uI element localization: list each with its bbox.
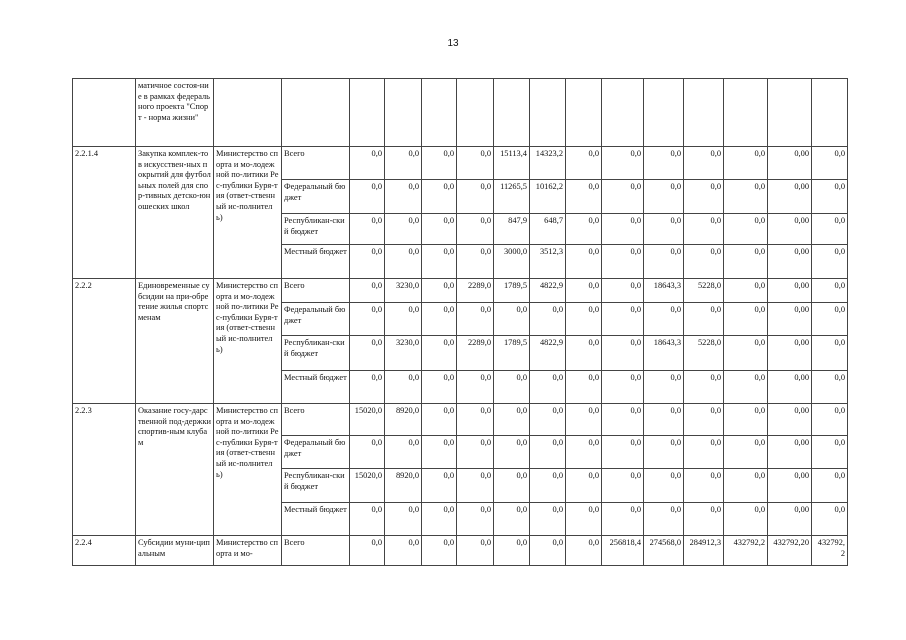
amount-cell: 11265,5 [494,180,530,214]
amount-cell: 0,0 [350,214,385,245]
amount-cell: 0,0 [684,404,724,436]
amount-cell: 0,0 [494,436,530,469]
amount-cell: 0,0 [724,279,768,303]
amount-cell: 0,00 [768,404,812,436]
item-code-cell: 2.2.2 [73,279,136,404]
amount-cell: 0,0 [530,469,566,503]
amount-cell: 0,0 [457,469,494,503]
amount-cell: 847,9 [494,214,530,245]
amount-cell: 0,0 [812,436,848,469]
amount-cell: 0,0 [724,245,768,279]
amount-cell: 648,7 [530,214,566,245]
executor-cell: Министерство спорта и мо-лодежной по-литики Рес-публики Буря-тия (ответ-ственный ис-полнитель) [214,279,282,404]
amount-cell: 15113,4 [494,147,530,180]
amount-cell: 0,0 [566,214,602,245]
amount-cell: 0,0 [644,404,684,436]
amount-cell: 0,0 [684,303,724,336]
amount-cell: 0,00 [768,503,812,536]
amount-cell: 0,0 [422,214,457,245]
amount-cell: 0,0 [566,404,602,436]
amount-cell: 0,0 [566,371,602,404]
amount-cell: 3230,0 [385,336,422,371]
activity-name-cell: Закупка комплек-тов искусствен-ных покрытий для футбольных полей для спор-тивных детско-юношеских школ [136,147,214,279]
continuation-row [73,79,848,147]
amount-cell: 0,0 [684,436,724,469]
amount-cell: 0,0 [684,147,724,180]
amount-cell: 0,0 [602,436,644,469]
amount-cell: 5228,0 [684,336,724,371]
amount-cell: 0,0 [350,536,385,566]
amount-cell: 0,0 [530,536,566,566]
executor-cell [214,79,282,147]
executor-cell: Министерство спорта и мо-лодежной по-литики Рес-публики Буря-тия (ответ-ственный ис-полнитель) [214,147,282,279]
amount-cell: 18643,3 [644,336,684,371]
amount-cell: 0,0 [566,469,602,503]
funding-source-cell: Республикан-ский бюджет [282,214,350,245]
funding-source-cell: Всего [282,147,350,180]
amount-cell: 0,0 [530,371,566,404]
amount-cell: 3512,3 [530,245,566,279]
amount-cell: 0,0 [812,503,848,536]
funding-source-cell: Республикан-ский бюджет [282,336,350,371]
activity-name-cell: Субсидии муни-ципальным [136,536,214,566]
amount-cell: 0,0 [385,180,422,214]
amount-cell: 0,0 [684,371,724,404]
amount-cell: 0,0 [494,404,530,436]
amount-cell: 0,0 [812,245,848,279]
amount-cell: 0,0 [724,214,768,245]
amount-cell: 1789,5 [494,336,530,371]
amount-cell: 0,0 [566,536,602,566]
amount-cell: 0,0 [457,536,494,566]
amount-cell: 432792,20 [768,536,812,566]
amount-cell: 0,0 [602,245,644,279]
amount-cell: 0,0 [494,469,530,503]
amount-cell: 0,0 [684,214,724,245]
amount-cell: 0,0 [385,147,422,180]
amount-cell: 0,0 [350,279,385,303]
amount-cell: 0,0 [644,245,684,279]
amount-cell: 0,0 [566,180,602,214]
amount-cell: 0,0 [724,436,768,469]
amount-cell: 0,0 [566,336,602,371]
amount-cell: 0,0 [602,214,644,245]
amount-cell: 0,0 [494,303,530,336]
funding-source-cell: Федеральный бюджет [282,180,350,214]
amount-cell: 432792,2 [812,536,848,566]
amount-cell: 0,0 [530,436,566,469]
amount-cell: 0,0 [812,180,848,214]
amount-cell: 0,0 [602,303,644,336]
amount-cell: 0,00 [768,436,812,469]
code-cell [73,79,136,147]
amount-cell: 0,0 [422,469,457,503]
amount-cell: 0,0 [385,303,422,336]
budget-table [72,78,848,566]
item-code-cell: 2.2.1.4 [73,147,136,279]
amount-cell: 0,0 [812,336,848,371]
amount-cell: 0,0 [724,404,768,436]
amount-cell: 0,0 [724,336,768,371]
funding-source-cell: Местный бюджет [282,371,350,404]
amount-cell: 0,0 [812,404,848,436]
amount-cell: 15020,0 [350,469,385,503]
amount-cell: 0,0 [457,303,494,336]
amount-cell: 0,0 [494,371,530,404]
funding-source-cell: Местный бюджет [282,503,350,536]
amount-cell: 3000,0 [494,245,530,279]
amount-cell: 10162,2 [530,180,566,214]
amount-cell: 0,0 [566,503,602,536]
amount-cell: 0,00 [768,214,812,245]
amount-cell: 0,0 [812,469,848,503]
amount-cell: 0,0 [530,503,566,536]
amount-cell: 0,0 [566,245,602,279]
table-row [73,279,848,303]
amount-cell: 0,0 [422,436,457,469]
amount-cell: 0,0 [422,503,457,536]
amount-cell: 0,0 [350,503,385,536]
amount-cell: 284912,3 [684,536,724,566]
funding-source-cell: Всего [282,279,350,303]
amount-cell: 2289,0 [457,336,494,371]
activity-name-cell: матичное состоя-ние в рамках федерального проекта "Спорт - норма жизни" [136,79,214,147]
amount-cell: 0,0 [644,303,684,336]
amount-cell: 0,0 [644,469,684,503]
funding-source-cell: Федеральный бюджет [282,436,350,469]
amount-cell: 0,0 [350,303,385,336]
amount-cell: 0,0 [602,469,644,503]
amount-cell: 0,0 [350,436,385,469]
amount-cell: 0,0 [385,371,422,404]
amount-cell: 8920,0 [385,404,422,436]
amount-cell: 0,0 [602,279,644,303]
amount-cell: 0,0 [724,371,768,404]
amount-cell: 5228,0 [684,279,724,303]
amount-cell: 0,0 [566,147,602,180]
amount-cell: 0,0 [457,214,494,245]
amount-cell: 0,0 [812,279,848,303]
table-row [73,147,848,180]
amount-cell: 0,0 [457,147,494,180]
activity-name-cell: Единовременные субсидии на при-обретение жилья спортсменам [136,279,214,404]
amount-cell: 0,0 [684,245,724,279]
funding-source-cell: Местный бюджет [282,245,350,279]
amount-cell: 0,0 [566,436,602,469]
amount-cell: 0,0 [422,404,457,436]
amount-cell: 0,0 [724,303,768,336]
source-cell [282,79,350,147]
amount-cell: 0,0 [422,303,457,336]
amount-cell: 0,0 [684,503,724,536]
amount-cell: 0,0 [684,180,724,214]
funding-source-cell: Всего [282,536,350,566]
funding-source-cell: Федеральный бюджет [282,303,350,336]
amount-cell: 0,0 [812,214,848,245]
amount-cell: 0,0 [385,214,422,245]
amount-cell: 0,00 [768,147,812,180]
amount-cell: 0,0 [724,180,768,214]
amount-cell: 0,0 [494,536,530,566]
amount-cell: 0,0 [602,147,644,180]
amount-cell: 0,0 [422,536,457,566]
amount-cell: 0,0 [566,303,602,336]
amount-cell: 0,0 [644,147,684,180]
amount-cell: 0,0 [350,180,385,214]
amount-cell: 0,0 [494,503,530,536]
amount-cell: 18643,3 [644,279,684,303]
amount-cell: 0,0 [530,303,566,336]
amount-cell: 0,0 [644,180,684,214]
amount-cell: 0,0 [530,404,566,436]
amount-cell: 0,0 [457,404,494,436]
amount-cell: 0,0 [422,336,457,371]
amount-cell: 0,0 [602,371,644,404]
amount-cell: 0,0 [724,503,768,536]
item-code-cell: 2.2.3 [73,404,136,536]
amount-cell: 0,0 [812,303,848,336]
amount-cell: 0,0 [350,147,385,180]
activity-name-cell: Оказание госу-дарственной под-держки спортив-ным клубам [136,404,214,536]
amount-cell: 1789,5 [494,279,530,303]
amount-cell: 0,0 [812,371,848,404]
page-number: 13 [447,38,459,49]
item-code-cell: 2.2.4 [73,536,136,566]
amount-cell: 0,0 [566,279,602,303]
amount-cell: 0,0 [422,279,457,303]
amount-cell: 0,0 [350,371,385,404]
amount-cell: 0,0 [350,245,385,279]
amount-cell: 0,0 [422,180,457,214]
amount-cell: 0,0 [422,371,457,404]
amount-cell: 0,0 [457,436,494,469]
amount-cell: 0,0 [812,147,848,180]
amount-cell: 0,00 [768,371,812,404]
amount-cell: 0,00 [768,469,812,503]
amount-cell: 4822,9 [530,336,566,371]
amount-cell: 0,00 [768,279,812,303]
amount-cell: 0,0 [457,503,494,536]
amount-cell: 0,0 [385,503,422,536]
amount-cell: 432792,2 [724,536,768,566]
table-row [73,536,848,566]
amount-cell: 0,0 [385,536,422,566]
amount-cell: 0,0 [602,180,644,214]
amount-cell: 256818,4 [602,536,644,566]
amount-cell: 0,00 [768,336,812,371]
amount-cell: 0,0 [644,503,684,536]
amount-cell: 2289,0 [457,279,494,303]
amount-cell: 0,0 [644,436,684,469]
amount-cell: 0,0 [422,245,457,279]
amount-cell: 0,0 [350,336,385,371]
amount-cell: 0,0 [602,404,644,436]
amount-cell: 4822,9 [530,279,566,303]
amount-cell: 0,0 [724,147,768,180]
amount-cell: 8920,0 [385,469,422,503]
amount-cell: 0,0 [422,147,457,180]
amount-cell: 274568,0 [644,536,684,566]
amount-cell: 0,00 [768,245,812,279]
amount-cell: 0,0 [385,245,422,279]
amount-cell: 0,00 [768,303,812,336]
funding-source-cell: Всего [282,404,350,436]
amount-cell: 0,0 [602,503,644,536]
amount-cell: 0,0 [385,436,422,469]
amount-cell: 0,0 [644,214,684,245]
amount-cell: 0,0 [457,245,494,279]
amount-cell: 0,0 [457,180,494,214]
amount-cell: 0,0 [457,371,494,404]
executor-cell: Министерство спорта и мо-лодежной по-литики Рес-публики Буря-тия (ответ-ственный ис-полнитель) [214,404,282,536]
amount-cell: 0,0 [602,336,644,371]
table-row [73,404,848,436]
amount-cell: 15020,0 [350,404,385,436]
funding-source-cell: Республикан-ский бюджет [282,469,350,503]
amount-cell: 0,0 [724,469,768,503]
amount-cell: 0,0 [644,371,684,404]
amount-cell: 14323,2 [530,147,566,180]
amount-cell: 3230,0 [385,279,422,303]
amount-cell: 0,0 [684,469,724,503]
amount-cell: 0,00 [768,180,812,214]
executor-cell: Министерство спорта и мо- [214,536,282,566]
